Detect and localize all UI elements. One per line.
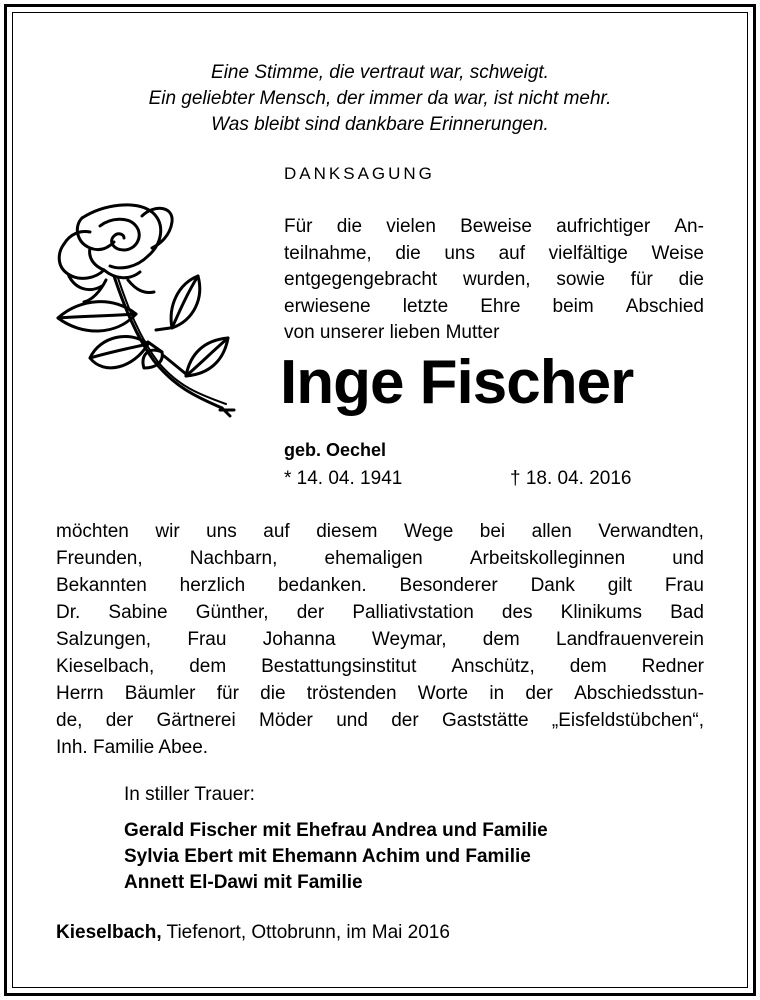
place-rest: Tiefenort, Ottobrunn, im Mai 2016 [161, 922, 450, 943]
death-date: † 18. 04. 2016 [510, 468, 632, 489]
body-line: Kieselbach, dem Bestattungsinstitut Anschütz, dem Redner [56, 656, 704, 677]
mourner: Annett El-Dawi mit Familie [124, 872, 363, 893]
body-line: Herrn Bäumler für die tröstenden Worte in der Abschiedsstun- [56, 683, 704, 704]
body-line: de, der Gärtnerei Möder und der Gaststätte „Eisfeldstübchen“, [56, 710, 704, 731]
body-line: Dr. Sabine Günther, der Palliativstation des Klinikums Bad [56, 602, 704, 623]
mourning-label: In stiller Trauer: [124, 784, 255, 805]
intro-text [284, 214, 704, 347]
body-text [56, 518, 704, 761]
intro-line: Für die vielen Beweise aufrichtiger An- [284, 216, 704, 237]
body-line: Salzungen, Frau Johanna Weymar, dem Landfrauenverein [56, 629, 704, 650]
body-line: Bekannten herzlich bedanken. Besonderer Dank gilt Frau [56, 575, 704, 596]
intro-line: teilnahme, die uns auf vielfältige Weise [284, 242, 704, 264]
body-line: Inh. Familie Abee. [56, 737, 209, 758]
intro-line: entgegengebracht wurden, sowie für die [284, 269, 704, 290]
rose-icon [44, 196, 252, 424]
poem-line: Eine Stimme, die vertraut war, schweigt. [211, 62, 549, 83]
body-line: Freunden, Nachbarn, ehemaligen Arbeitskolleginnen und [56, 548, 704, 569]
poem-line: Ein geliebter Mensch, der immer da war, ist nicht mehr. [148, 88, 612, 109]
intro-line: erwiesene letzte Ehre beim Abschied [284, 295, 704, 317]
mourner: Sylvia Ebert mit Ehemann Achim und Familie [124, 846, 531, 867]
mourners-list [124, 818, 548, 896]
poem [0, 60, 760, 138]
intro-line: von unserer lieben Mutter [284, 322, 500, 343]
heading-danksagung: DANKSAGUNG [284, 164, 435, 183]
body-line: möchten wir uns auf diesem Wege bei allen Verwandten, [56, 521, 704, 542]
birth-name: geb. Oechel [284, 440, 387, 460]
place-town: Kieselbach, [56, 922, 162, 943]
deceased-name: Inge Fischer [280, 348, 634, 417]
poem-line: Was bleibt sind dankbare Erinnerungen. [211, 114, 549, 135]
mourner: Gerald Fischer mit Ehefrau Andrea und Familie [124, 820, 548, 841]
place-date [56, 922, 450, 944]
birth-date: * 14. 04. 1941 [284, 468, 403, 489]
